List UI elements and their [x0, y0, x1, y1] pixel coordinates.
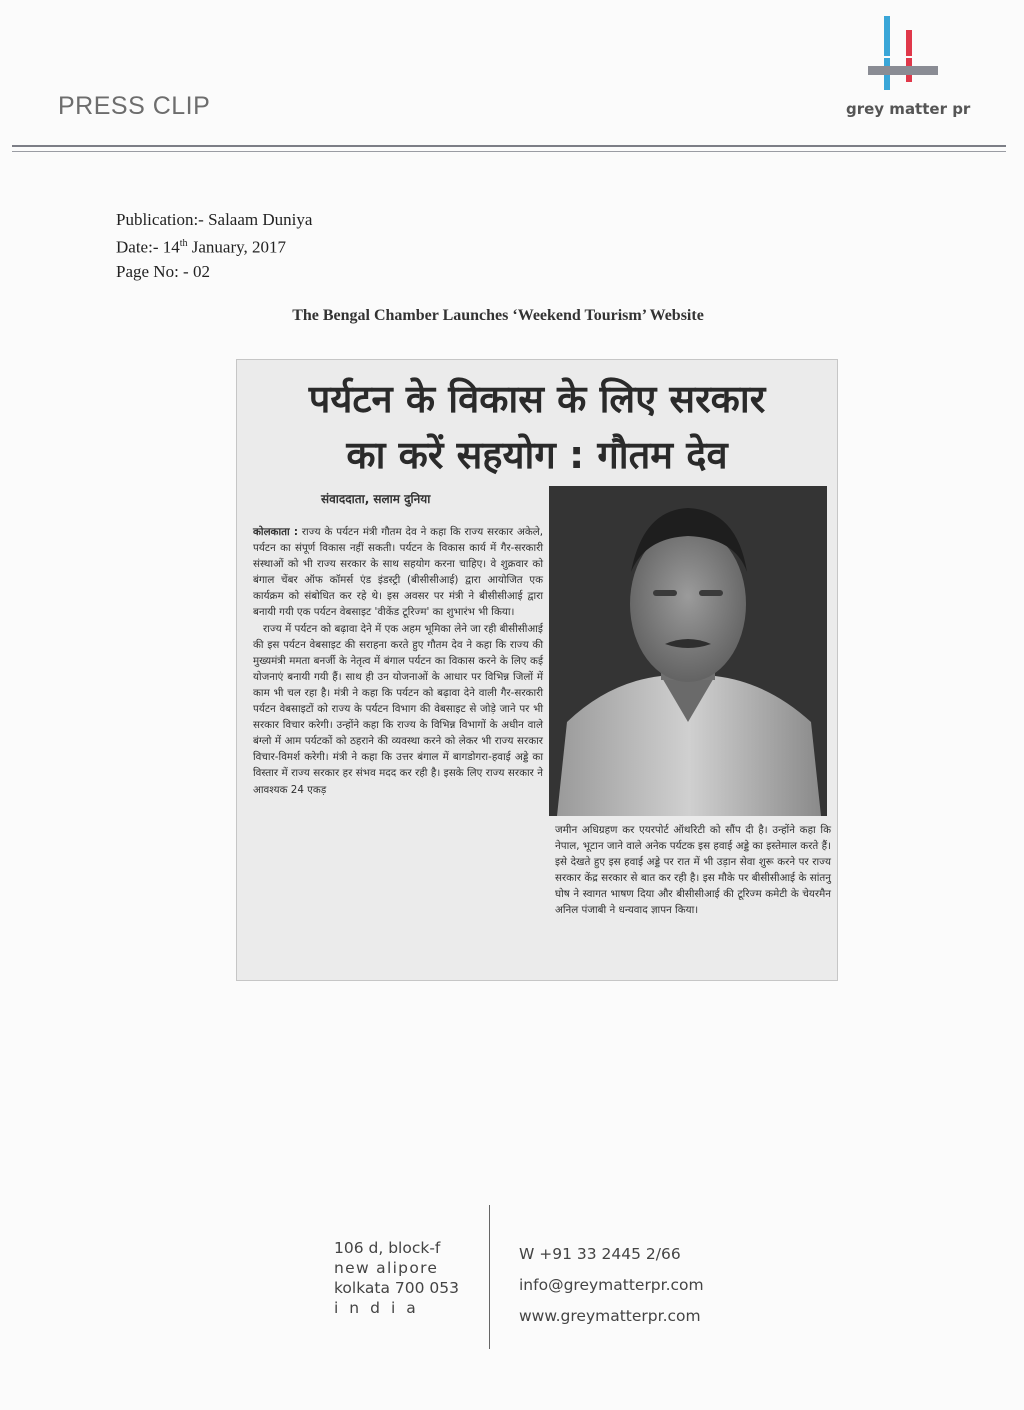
address-line-2: new alipore [334, 1259, 439, 1277]
minister-photo [549, 486, 827, 816]
footer-divider [489, 1205, 490, 1349]
footer-email[interactable]: info@greymatterpr.com [519, 1276, 704, 1294]
page-number-line: Page No: - 02 [116, 261, 210, 281]
date-line [116, 232, 312, 260]
article-paragraph-2: राज्य में पर्यटन को बढ़ावा देने में एक अहम भूमिका लेने जा रही बीसीसीआई की इस पर्यटन वेबसाइट की सराहना करते हुए गौतम देव ने कहा कि राज्य की मुख्यमंत्री ममता बनर्जी के नेतृत्व में बंगाल पर्यटन का विकास करने के लिए कई योजनाएं बनायी गयी हैं। साथ ही उन योजनाओं के आधार पर विभिन्न जिलों में काम भी चल रहा है। मंत्री ने कहा कि पर्यटन को बढ़ावा देने वाली गैर-सरकारी पर्यटन वेबसाइटों को राज्य के पर्यटन विभाग की वेबसाइट से जोड़े जाने पर भी सरकार विचार करेगी। उन्होंने कहा कि राज्य के विभिन्न विभागों के अधीन वाले बंग्लो में आम पर्यटकों को ठहराने की व्यवस्था करने को लेकर भी राज्य सरकार विचार-विमर्श करेगी। मंत्री ने कहा कि उत्तर बंगाल में बागडोगरा-हवाई अड्डे का विस्तार में राज्य सरकार हर संभव मदद कर रही है। इसके लिए राज्य सरकार ने आवश्यक 24 एकड़ [253, 622, 543, 796]
footer-address [334, 1238, 459, 1318]
clip-title: The Bengal Chamber Launches ‘Weekend Tourism’ Website [292, 307, 704, 324]
date-month-year: January, 2017 [187, 237, 287, 257]
footer-contacts [519, 1239, 704, 1332]
address-line-3: kolkata 700 053 [334, 1279, 460, 1297]
paragraph-1-text: राज्य के पर्यटन मंत्री गौतम देव ने कहा कि राज्य सरकार अकेले, पर्यटन का संपूर्ण विकास नहीं सकती। पर्यटन के विकास कार्य में गैर-सरकारी संस्थाओं को भी राज्य सरकार के साथ सहयोग करना चाहिए। वे शुक्रवार को बंगाल चेंबर ऑफ कॉमर्स एंड इंडस्ट्री (बीसीसीआई) द्वारा आयोजित एक कार्यक्रम को संबोधित कर रहे थे। इस अवसर पर मंत्री ने बीसीसीआई द्वारा बनायी गयी एक पर्यटन वेबसाइट 'वीकेंड टूरिज्म' का शुभारंभ भी किया। [253, 526, 543, 619]
dateline: कोलकाता : [253, 526, 298, 538]
article-column-right [555, 822, 831, 919]
headline-line-2: का करें सहयोग : गौतम देव [346, 433, 728, 477]
newspaper-clipping [236, 359, 838, 981]
header-rule [12, 145, 1006, 147]
publication-line: Publication:- Salaam Duniya [116, 210, 313, 229]
article-paragraph-1 [253, 524, 543, 621]
page-label: PRESS CLIP [58, 92, 211, 120]
grey-matter-logo-icon [862, 14, 942, 94]
article-column-left [253, 524, 543, 798]
date-suffix: th [179, 238, 188, 249]
footer-phone: W +91 33 2445 2/66 [519, 1245, 681, 1263]
footer-website[interactable]: www.greymatterpr.com [519, 1307, 701, 1325]
address-line-4: india [334, 1299, 427, 1317]
headline-line-1: पर्यटन के विकास के लिए सरकार [308, 377, 766, 421]
portrait-illustration-icon [549, 486, 827, 816]
brand-name: grey matter pr [846, 100, 971, 118]
publication-meta [116, 208, 312, 284]
article-paragraph-3: जमीन अधिग्रहण कर एयरपोर्ट ऑथरिटी को सौंप दी है। उन्होंने कहा कि नेपाल, भूटान जाने वाले अनेक पर्यटक इस हवाई अड्डे का इस्तेमाल करते हैं। इसे देखते हुए इस हवाई अड्डे पर रात में भी उड़ान सेवा शुरू करने पर राज्य सरकार केंद्र सरकार से बात कर रही है। इस मौके पर बीसीसीआई के सांतनु घोष ने स्वागत भाषण दिया और बीसीसीआई की टूरिज्म कमेटी के चेयरमैन अनिल पंजाबी ने धन्यवाद ज्ञापन किया। [555, 824, 831, 917]
byline: संवाददाता, सलाम दुनिया [321, 492, 431, 506]
header-rule-thin [12, 151, 1006, 152]
address-line-1: 106 d, block-f [334, 1239, 441, 1257]
date-day: Date:- 14 [116, 237, 180, 257]
